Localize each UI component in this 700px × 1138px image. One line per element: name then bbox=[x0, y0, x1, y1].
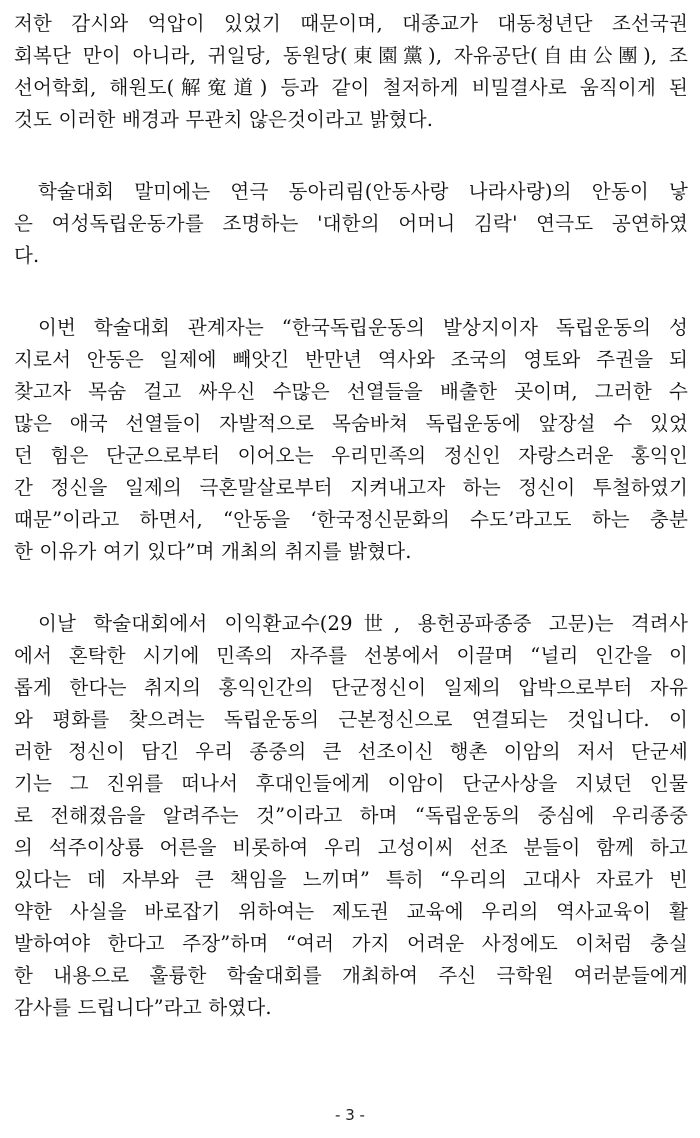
text-line: 러한 정신이 담긴 우리 종중의 큰 선조이신 행촌 이암의 저서 단군세 bbox=[14, 740, 688, 763]
text-line: 감사를 드립니다”라고 하였다. bbox=[14, 996, 272, 1019]
text-line: 한 내용으로 훌륭한 학술대회를 개최하여 주신 극학원 여러분들에게 bbox=[14, 964, 688, 987]
paragraph-1 bbox=[14, 8, 688, 136]
page-number: - 3 - bbox=[335, 1106, 365, 1124]
text-line: 회복단 만이 아니라, 귀일당, 동원당(東園黨), 자유공단(自由公團), 조 bbox=[14, 44, 688, 67]
paragraph-gap bbox=[14, 272, 688, 312]
text-line: 의 석주이상룡 어른을 비롯하여 우리 고성이씨 선조 분들이 함께 하고 bbox=[14, 836, 688, 859]
text-line: 약한 사실을 바로잡기 위하여는 제도권 교육에 우리의 역사교육이 활 bbox=[14, 900, 688, 923]
text-line: 와 평화를 찾으려는 독립운동의 근본정신으로 연결되는 것입니다. 이 bbox=[14, 708, 688, 731]
text-line: 때문”이라고 하면서, “안동을 ‘한국정신문화의 수도’라고도 하는 충분 bbox=[14, 508, 688, 531]
text-line: 롭게 한다는 취지의 홍익인간의 단군정신이 일제의 압박으로부터 자유 bbox=[14, 676, 688, 699]
text-line: 은 여성독립운동가를 조명하는 '대한의 어머니 김락' 연극도 공연하였 bbox=[14, 212, 688, 235]
text-line: 다. bbox=[14, 244, 40, 267]
text-line: 선어학회, 해원도(解寃道) 등과 같이 철저하게 비밀결사로 움직이게 된 bbox=[14, 76, 688, 99]
text-line: 발하여야 한다고 주장”하며 “여러 가지 어려운 사정에도 이처럼 충실 bbox=[14, 932, 688, 955]
text-line: 찾고자 목숨 걸고 싸우신 수많은 선열들을 배출한 곳이며, 그러한 수 bbox=[14, 380, 688, 403]
text-line: 있다는 데 자부와 큰 책임을 느끼며” 특히 “우리의 고대사 자료가 빈 bbox=[14, 868, 688, 891]
paragraph-3 bbox=[14, 312, 688, 568]
paragraph-gap bbox=[14, 568, 688, 608]
text-line: 많은 애국 선열들이 자발적으로 목숨바쳐 독립운동에 앞장설 수 있었 bbox=[14, 412, 688, 435]
text-line: 지로서 안동은 일제에 빼앗긴 반만년 역사와 조국의 영토와 주권을 되 bbox=[14, 348, 688, 371]
text-line: 에서 혼탁한 시기에 민족의 자주를 선봉에서 이끌며 “널리 인간을 이 bbox=[14, 644, 688, 667]
text-line: 이번 학술대회 관계자는 “한국독립운동의 발상지이자 독립운동의 성 bbox=[38, 316, 688, 339]
text-line: 로 전해졌음을 알려주는 것”이라고 하며 “독립운동의 중심에 우리종중 bbox=[14, 804, 688, 827]
text-line: 학술대회 말미에는 연극 동아리림(안동사랑 나라사랑)의 안동이 낳 bbox=[38, 180, 688, 203]
paragraph-4 bbox=[14, 608, 688, 1024]
document-page bbox=[14, 8, 688, 1024]
paragraph-2 bbox=[14, 176, 688, 272]
text-line: 이날 학술대회에서 이익환교수(29世, 용헌공파종중 고문)는 격려사 bbox=[38, 612, 688, 635]
text-line: 저한 감시와 억압이 있었기 때문이며, 대종교가 대동청년단 조선국권 bbox=[14, 12, 688, 35]
text-line: 기는 그 진위를 떠나서 후대인들에게 이암이 단군사상을 지녔던 인물 bbox=[14, 772, 688, 795]
text-line: 것도 이러한 배경과 무관치 않은것이라고 밝혔다. bbox=[14, 108, 434, 131]
text-line: 한 이유가 여기 있다”며 개최의 취지를 밝혔다. bbox=[14, 540, 412, 563]
text-line: 간 정신을 일제의 극혼말살로부터 지켜내고자 하는 정신이 투철하였기 bbox=[14, 476, 688, 499]
text-line: 던 힘은 단군으로부터 이어오는 우리민족의 정신인 자랑스러운 홍익인 bbox=[14, 444, 688, 467]
paragraph-gap bbox=[14, 136, 688, 176]
